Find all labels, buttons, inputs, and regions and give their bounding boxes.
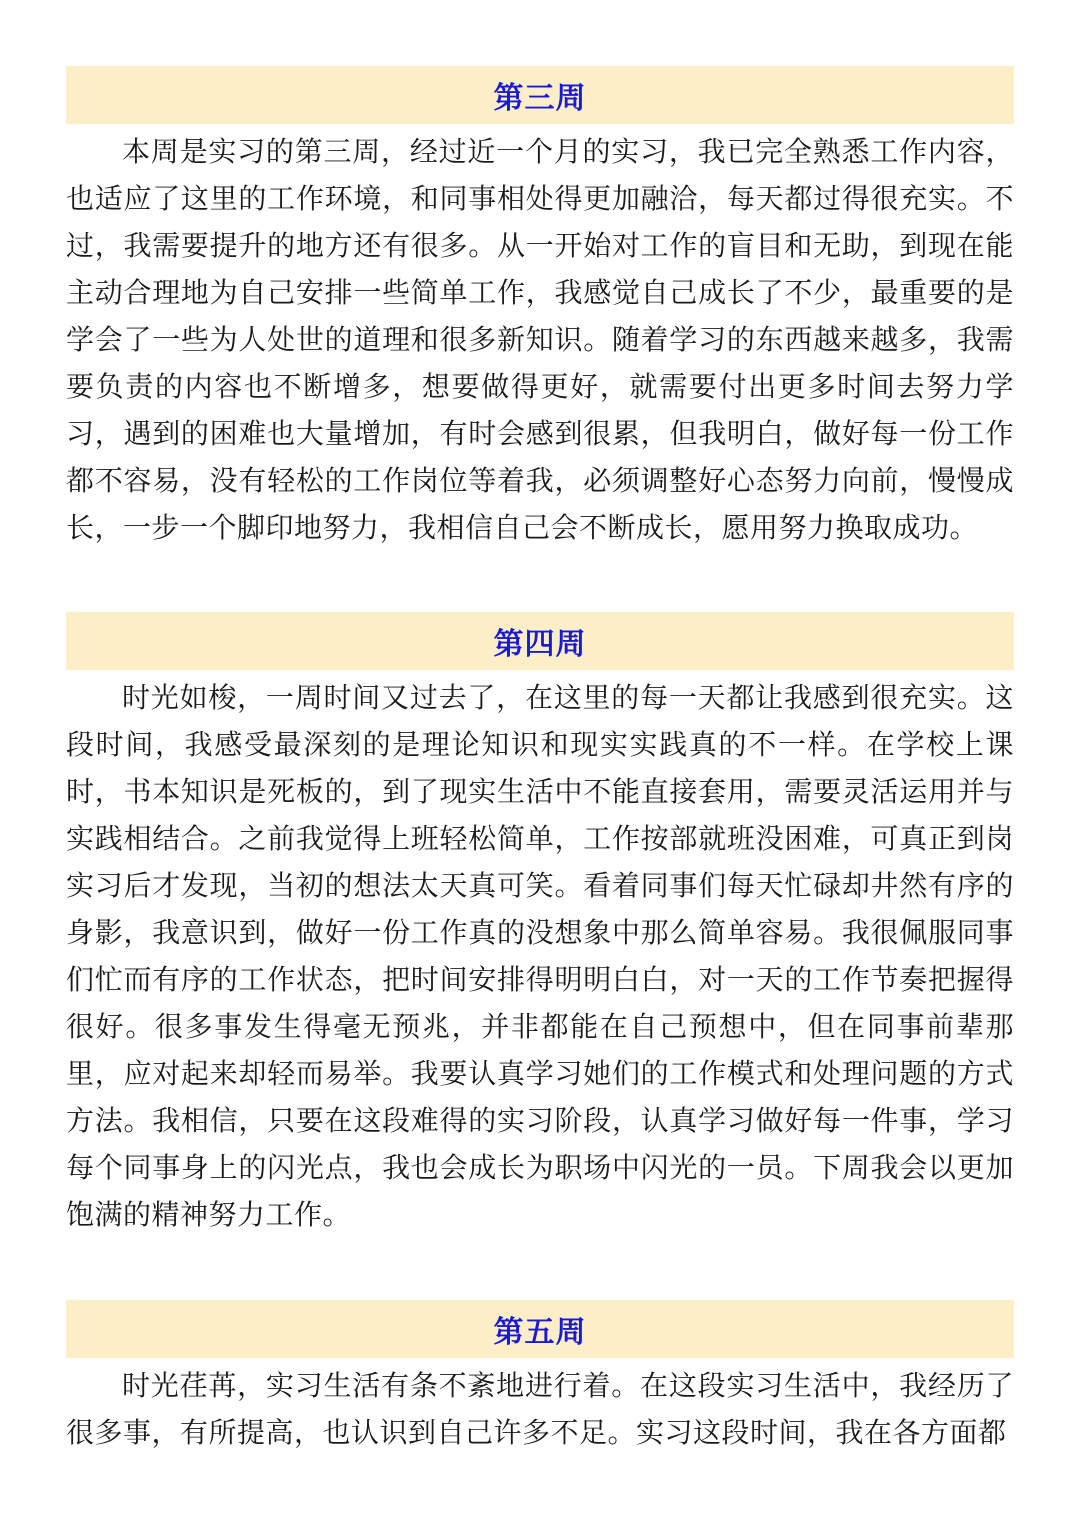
week-body: 本周是实习的第三周，经过近一个月的实习，我已完全熟悉工作内容，也适应了这里的工作环境，和同事相处得更加融洽，每天都过得很充实。不过，我需要提升的地方还有很多。从一开始对工作的盲目和无助，到现在能主动合理地为自己安排一些简单工作，我感觉自己成长了不少，最重要的是学会了一些为人处世的道理和很多新知识。随着学习的东西越来越多，我需要负责的内容也不断增多，想要做得更好，就需要付出更多时间去努力学习，遇到的困难也大量增加，有时会感到很累，但我明白，做好每一份工作都不容易，没有轻松的工作岗位等着我，必须调整好心态努力向前，慢慢成长，一步一个脚印地努力，我相信自己会不断成长，愿用努力换取成功。 [66, 135, 1014, 544]
week-body: 时光荏苒，实习生活有条不紊地进行着。在这段实习生活中，我经历了很多事，有所提高，也认识到自己许多不足。实习这段时间，我在各方面都 [66, 1369, 1014, 1449]
week-body: 时光如梭，一周时间又过去了，在这里的每一天都让我感到很充实。这段时间，我感受最深刻的是理论知识和现实实践真的不一样。在学校上课时，书本知识是死板的，到了现实生活中不能直接套用，需要灵活运用并与实践相结合。之前我觉得上班轻松简单，工作按部就班没困难，可真正到岗实习后才发现，当初的想法太天真可笑。看着同事们每天忙碌却井然有序的身影，我意识到，做好一份工作真的没想象中那么简单容易。我很佩服同事们忙而有序的工作状态，把时间安排得明明白白，对一天的工作节奏把握得很好。很多事发生得毫无预兆，并非都能在自己预想中，但在同事前辈那里，应对起来却轻而易举。我要认真学习她们的工作模式和处理问题的方式方法。我相信，只要在这段难得的实习阶段，认真学习做好每一件事，学习每个同事身上的闪光点，我也会成长为职场中闪光的一员。下周我会以更加饱满的精神努力工作。 [66, 681, 1014, 1231]
week-title: 第五周 [493, 1315, 587, 1350]
week-header [66, 612, 1014, 670]
week-section-4 [66, 612, 1014, 1238]
week-header [66, 1300, 1014, 1358]
week-header [66, 66, 1014, 124]
week-title: 第三周 [493, 81, 587, 116]
week-title: 第四周 [493, 627, 587, 662]
week-section-3 [66, 66, 1014, 551]
week-section-5 [66, 1300, 1014, 1456]
